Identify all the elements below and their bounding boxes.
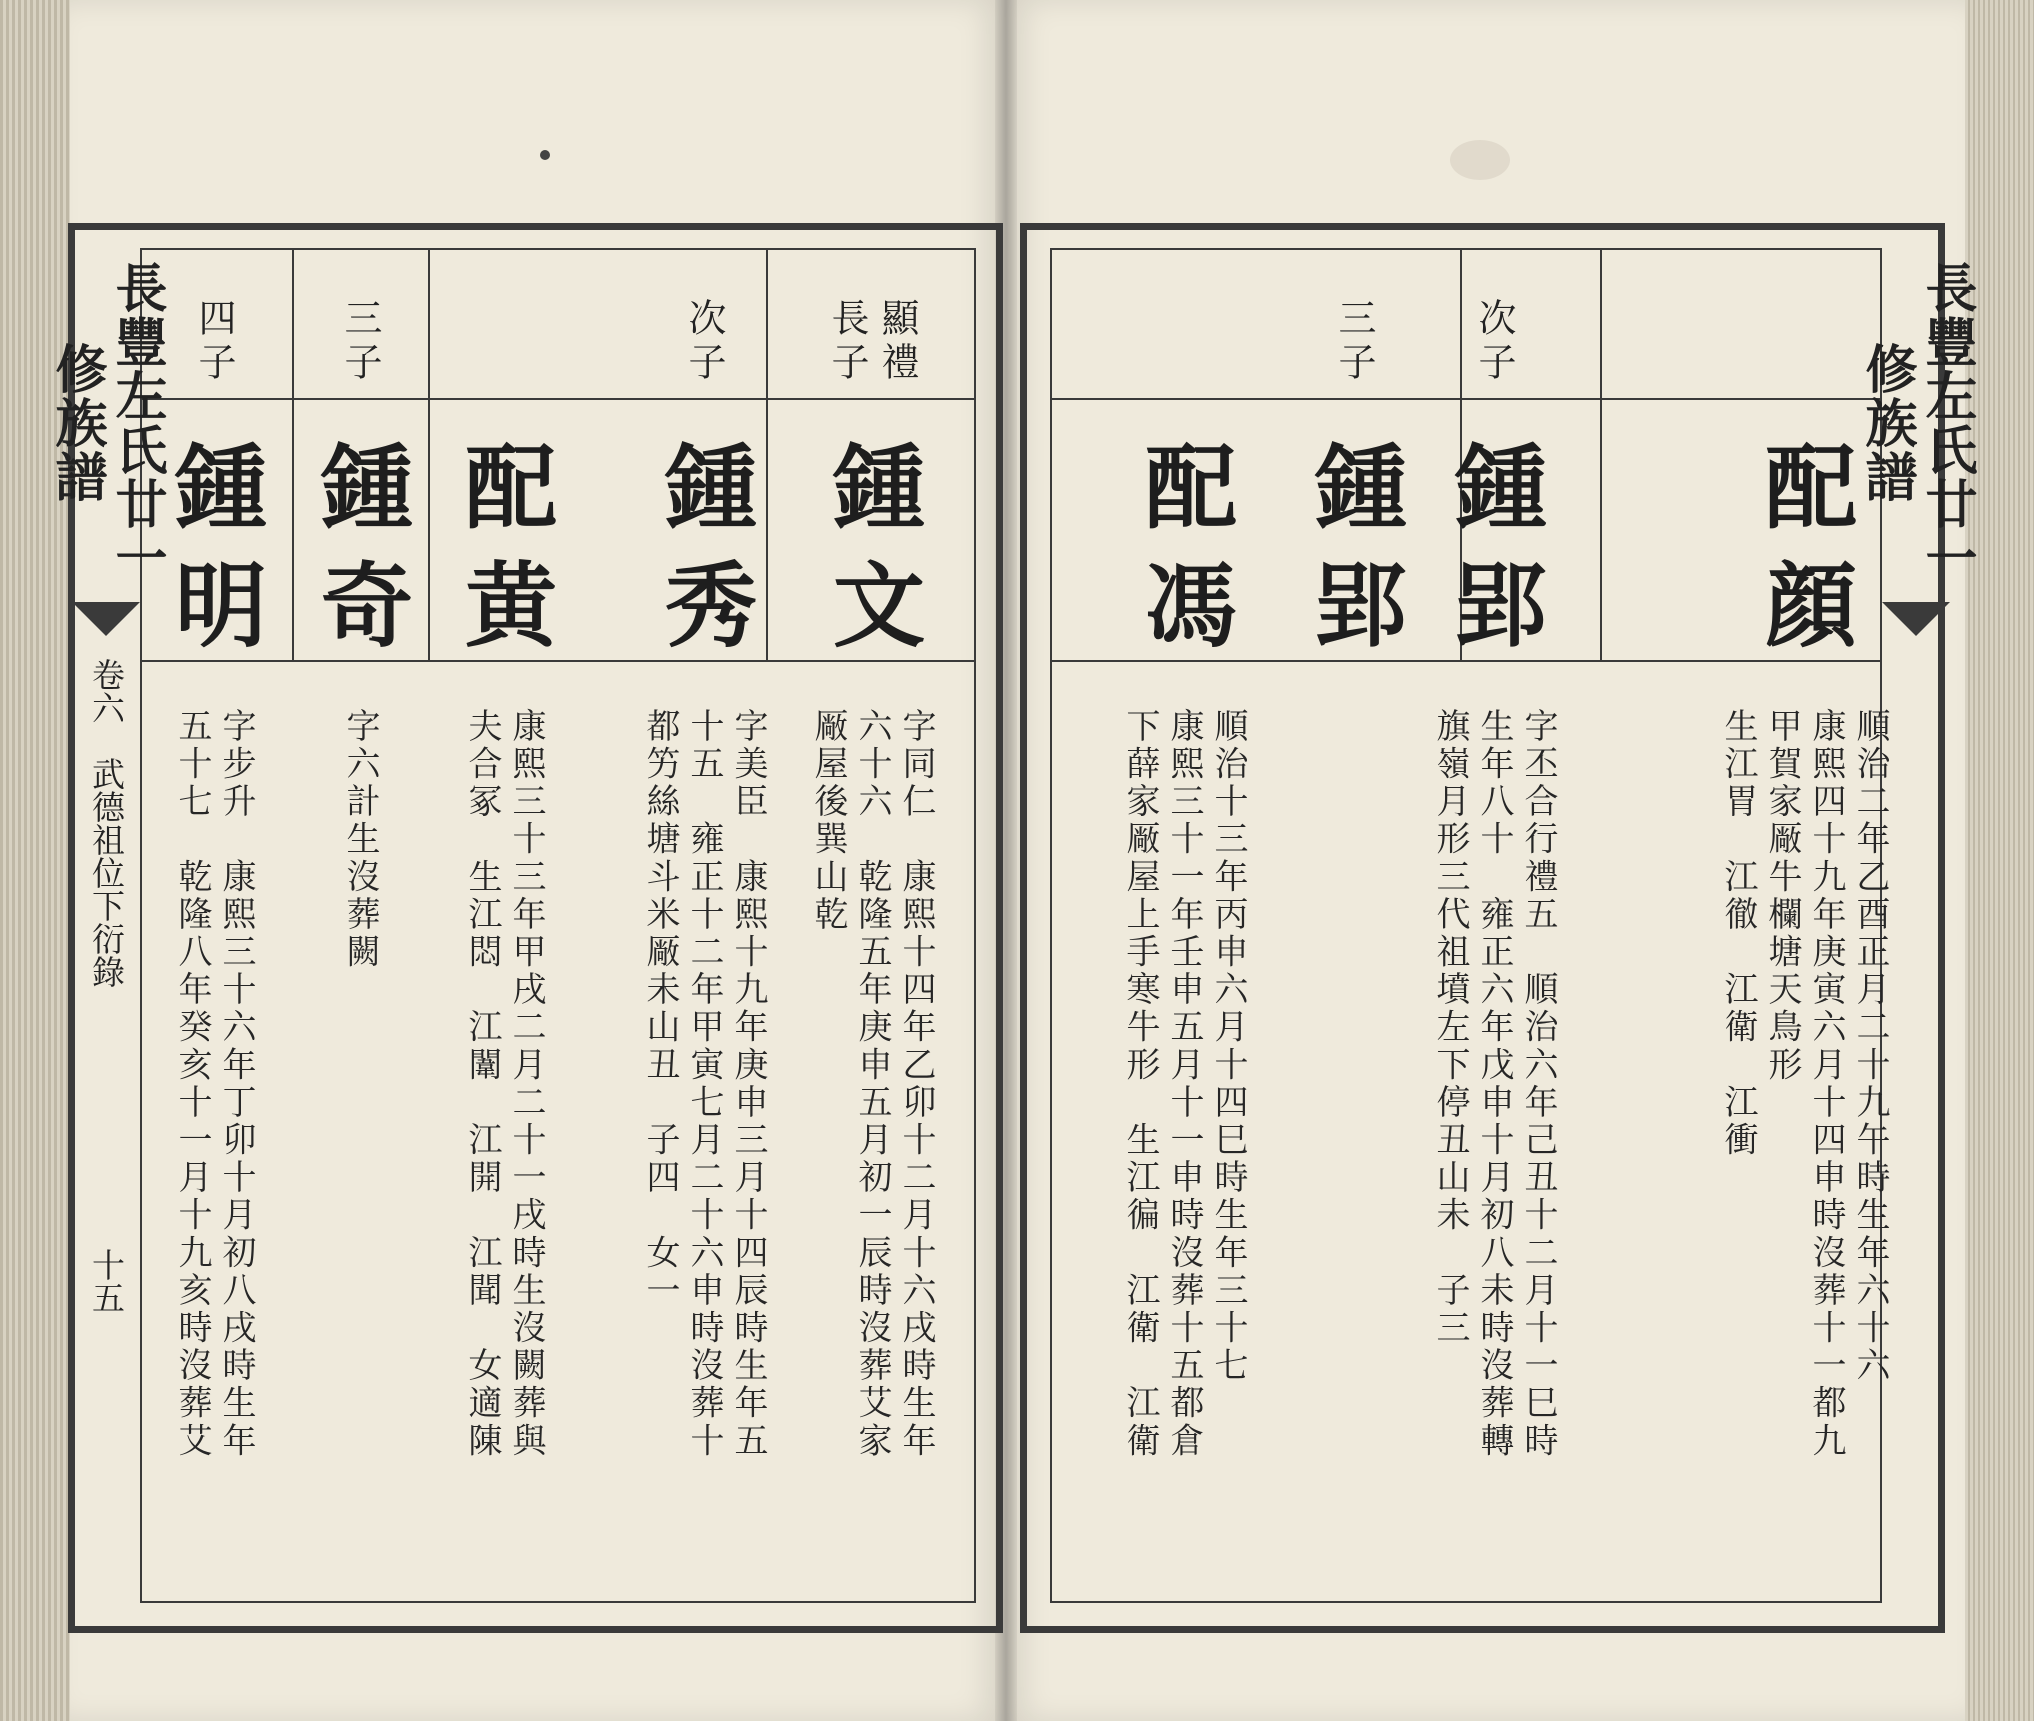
entry-column — [1120, 250, 1248, 1600]
rank-label: 四子 — [192, 298, 236, 386]
section-label: 武德祖位下衍錄 — [87, 757, 126, 988]
volume-section — [84, 658, 128, 1218]
person-name: 鍾郢 — [1300, 439, 1408, 675]
left-margin-column — [46, 248, 167, 1603]
biography-text: 字六計生沒葬闕 — [340, 708, 380, 972]
volume-label: 卷六 — [87, 658, 126, 724]
ink-dot — [540, 150, 550, 160]
entry-column — [1430, 250, 1558, 1600]
genealogy-title: 長豐左氏廿一修族譜 — [1856, 261, 1977, 585]
fish-tail-mark — [1882, 602, 1950, 636]
biography-text: 字美臣 康熙十九年庚申三月十四辰時生年五 十五 雍正十二年甲寅七月二十六申時沒葬十 都竻絲塘斗米厰未山丑 子四 女一 — [640, 708, 768, 1460]
column-divider — [428, 248, 430, 660]
entry-column — [640, 250, 768, 1600]
spouse-name: 配黄 — [450, 439, 558, 675]
spouse-name: 配馮 — [1130, 439, 1238, 675]
person-name: 鍾秀 — [650, 439, 758, 675]
person-name: 鍾郢 — [1440, 439, 1548, 675]
biography-text: 順治十三年丙申六月十四巳時生年三十七 康熙三十一年壬申五月十一申時沒葬十五都倉 下薛家厰屋上手寒牛形 生江徧 江衛 江衛 — [1120, 708, 1248, 1460]
person-name: 鍾文 — [818, 439, 926, 675]
page-number: 十五 — [87, 1248, 126, 1314]
biography-text: 康熙三十三年甲戌二月二十一戌時生沒闕葬與 夫合冢 生江悶 江闈 江開 江聞 女適陳 — [462, 708, 546, 1460]
biography-text: 字同仁 康熙十四年乙卯十二月十六戌時生年 六十六 乾隆五年庚申五月初一辰時沒葬艾家 厰屋後巽山乾 — [808, 708, 936, 1460]
rank-label: 次子 — [682, 298, 726, 386]
entry-column — [150, 250, 278, 1600]
spouse-name: 配顔 — [1750, 439, 1858, 675]
entry-column — [808, 250, 936, 1600]
biography-text: 順治二年乙酉正月二十九午時生年六十六 康熙四十九年庚寅六月十四申時沒葬十一都九 甲賀家厰牛欄塘天鳥形 生江胃 江徹 江衛 江衝 — [1718, 708, 1890, 1460]
rank-label: 次子 — [1472, 298, 1516, 386]
column-divider — [292, 248, 294, 660]
right-margin-column — [1856, 248, 1977, 1603]
rank-label: 三子 — [338, 298, 382, 386]
entry-column — [296, 250, 424, 1600]
column-divider — [1600, 248, 1602, 660]
entry-column — [1718, 250, 1890, 1600]
person-name: 鍾明 — [160, 439, 268, 675]
fish-tail-mark — [72, 602, 140, 636]
rank-label: 顯禮 長子 — [825, 298, 919, 386]
entry-column — [440, 250, 568, 1600]
person-name: 鍾奇 — [306, 439, 414, 675]
rank-label: 三子 — [1332, 298, 1376, 386]
entry-column — [1290, 250, 1418, 1600]
paper-stain — [1450, 140, 1510, 180]
genealogy-title: 長豐左氏廿一修族譜 — [46, 261, 167, 585]
biography-text: 字丕合行禮五 順治六年己丑十二月十一巳時 生年八十 雍正六年戊申十月初八未時沒葬轉 旗嶺月形三代祖墳左下停丑山未 子三 — [1430, 708, 1558, 1460]
biography-text: 字步升 康熙三十六年丁卯十月初八戌時生年 五十七 乾隆八年癸亥十一月十九亥時沒葬艾 — [172, 708, 256, 1460]
